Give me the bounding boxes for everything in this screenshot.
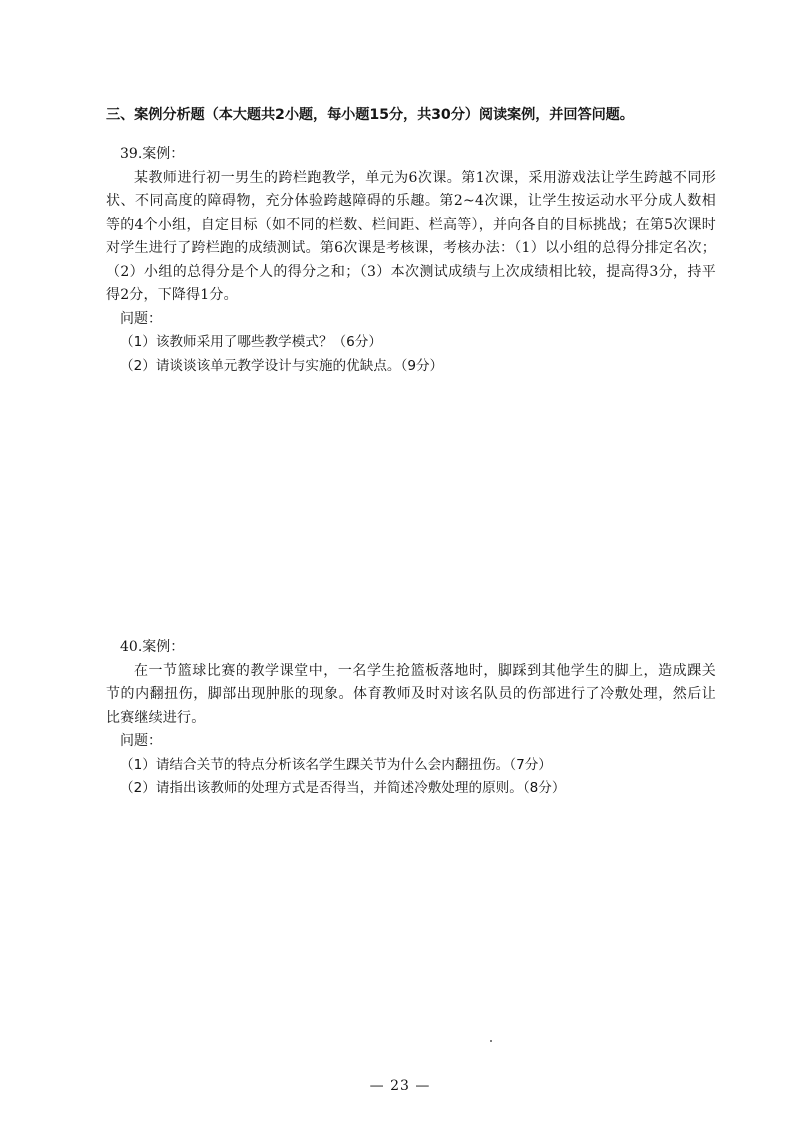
case-39-label: 39.案例： [120,146,185,162]
case-40-paragraph: 在一节篮球比赛的教学课堂中，一名学生抢篮板落地时，脚踩到其他学生的脚上，造成踝关节的内翻扭伤，脚部出现肿胀的现象。体育教师及时对该名队员的伤部进行了冷敷处理，然后让比赛继续进行。 [106,662,716,726]
case-39 [106,143,716,378]
case-39-question-1: （1）该教师采用了哪些教学模式？（6分） [120,334,382,350]
case-40-question-1: （1）请结合关节的特点分析该名学生踝关节为什么会内翻扭伤。（7分） [120,756,552,773]
case-39-paragraph: 某教师进行初一男生的跨栏跑教学，单元为6次课。第1次课，采用游戏法让学生跨越不同形状、不同高度的障碍物，充分体验跨越障碍的乐趣。第2~4次课，让学生按运动水平分成人数相等的4个小组，自定目标（如不同的栏数、栏间距、栏高等），并向各自的目标挑战；在第5次课时对学生进行了跨栏跑的成绩测试。第6次课是考核课，考核办法：（1）以小组的总得分排定名次；（2）小组的总得分是个人的得分之和；（3）本次测试成绩与上次成绩相比较，提高得3分，持平得2分，下降得1分。 [106,169,716,303]
section-title: 三、案例分析题（本大题共2小题，每小题15分，共30分）阅读案例，并回答问题。 [106,107,634,123]
case-40-question-2: （2）请指出该教师的处理方式是否得当，并简述冷敷处理的原则。（8分） [120,780,566,796]
scan-speck [490,1040,492,1042]
page-number: — 23 — [369,1078,431,1094]
case-40-questions-label: 问题： [120,733,162,749]
case-39-question-2: （2）请谈谈该单元教学设计与实施的优缺点。（9分） [120,357,444,374]
case-40-label: 40.案例： [120,639,185,655]
case-40 [106,636,716,801]
case-39-questions-label: 问题： [120,310,162,327]
